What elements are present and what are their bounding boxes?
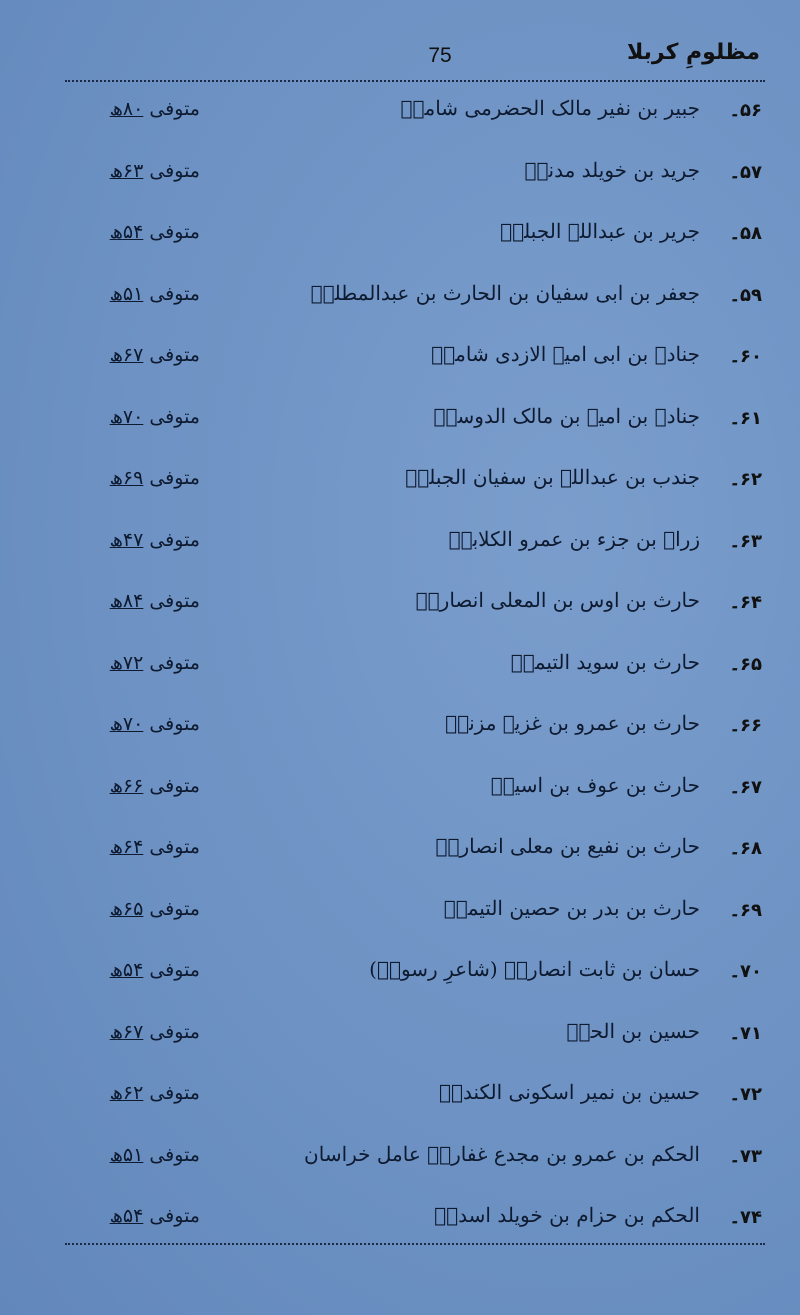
year-value: ۶۳ھ [109, 159, 144, 182]
year-value: ۸۰ھ [109, 98, 144, 120]
died-label: متوفی [149, 1020, 200, 1043]
list-item [0, 1074, 800, 1124]
year-value: ۵۱ھ [109, 282, 144, 305]
list-item [0, 275, 800, 325]
died-label: متوفی [149, 98, 200, 120]
list-item [0, 1136, 800, 1186]
entry-number: ۶۲۔ [729, 469, 762, 490]
death-year [80, 406, 200, 428]
entry-number: ۶۹۔ [729, 899, 762, 921]
entry-number: ۵۹۔ [729, 284, 762, 306]
year-value: ۶۵ھ [109, 897, 144, 920]
list-item [0, 828, 800, 878]
died-label: متوفی [149, 282, 200, 305]
year-value: ۷۰ھ [109, 713, 144, 735]
entry-number: ۶۱۔ [729, 407, 762, 429]
died-label: متوفی [149, 405, 200, 428]
entry-name: حسان بن ثابت انصاریؓ (شاعرِ رسولؐ) [369, 957, 700, 981]
entry-number: ۷۱۔ [729, 1022, 762, 1044]
list-item [0, 398, 800, 448]
book-title: مظلومِ کربلا [626, 40, 760, 65]
list-item [0, 644, 800, 694]
death-year [80, 775, 200, 797]
year-value: ۴۷ھ [109, 528, 144, 551]
year-value: ۶۷ھ [109, 344, 144, 366]
entry-name: حارث بن سوید التیمیؓ [510, 649, 700, 674]
list-item [0, 213, 800, 263]
page-number: 75 [428, 44, 452, 67]
list-item [0, 336, 800, 386]
died-label: متوفی [149, 590, 200, 612]
year-value: ۵۴ھ [109, 221, 144, 243]
list-item [0, 521, 800, 571]
year-value: ۵۴ھ [109, 1205, 144, 1227]
entry-number: ۶۸۔ [729, 838, 762, 859]
list-item [0, 890, 800, 940]
year-value: ۶۲ھ [109, 1082, 144, 1104]
died-label: متوفی [149, 897, 200, 920]
list-item [0, 459, 800, 509]
entry-name: الحکم بن حزام بن خویلد اسدیؓ [434, 1203, 700, 1227]
entry-number: ۷۴۔ [729, 1207, 762, 1228]
died-label: متوفی [149, 1082, 200, 1104]
entry-number: ۶۶۔ [729, 715, 762, 736]
death-year [80, 467, 200, 489]
death-year [80, 713, 200, 735]
death-year [80, 836, 200, 858]
death-year [80, 98, 200, 120]
death-year [80, 221, 200, 243]
death-year [80, 1144, 200, 1166]
died-label: متوفی [149, 959, 200, 981]
entry-name: جنادہ بن ابی امیہ الازدی شامیؓ [431, 342, 700, 366]
year-value: ۷۰ھ [109, 405, 144, 428]
died-label: متوفی [149, 651, 200, 674]
death-year [80, 1082, 200, 1104]
entry-name: حارث بن نفیع بن معلی انصاریؓ [435, 834, 700, 858]
entry-number: ۶۷۔ [729, 776, 762, 798]
year-value: ۶۷ھ [109, 1020, 144, 1043]
entry-number: ۶۴۔ [729, 592, 762, 613]
year-value: ۷۲ھ [109, 651, 144, 674]
death-year [80, 1205, 200, 1227]
entry-number: ۶۵۔ [729, 653, 762, 675]
year-value: ۵۱ھ [109, 1143, 144, 1166]
entry-number: ۵۶۔ [729, 100, 762, 121]
entry-name: جرید بن خویلد مدنیؓ [524, 157, 700, 182]
death-year [80, 344, 200, 366]
list-item [0, 767, 800, 817]
list-item [0, 951, 800, 1001]
death-year [80, 283, 200, 305]
list-item [0, 1197, 800, 1247]
death-year [80, 652, 200, 674]
death-year [80, 898, 200, 920]
died-label: متوفی [149, 1143, 200, 1166]
entry-name: حارث بن عوف بن اسیدؓ [490, 772, 700, 797]
year-value: ۶۴ھ [109, 836, 144, 858]
entry-number: ۷۰۔ [729, 961, 762, 982]
entry-number: ۶۳۔ [729, 530, 762, 552]
died-label: متوفی [149, 159, 200, 182]
entry-name: الحکم بن عمرو بن مجدع غفاریؓ عامل خراسان [304, 1141, 700, 1166]
entry-number: ۵۷۔ [729, 161, 762, 183]
page-header [60, 38, 760, 78]
entry-name: حارث بن اوس بن المعلی انصاریؓ [415, 588, 700, 612]
entry-name: زراہ بن جزء بن عمرو الکلابیؓ [448, 526, 700, 551]
died-label: متوفی [149, 774, 200, 797]
list-item [0, 705, 800, 755]
died-label: متوفی [149, 836, 200, 858]
year-value: ۶۶ھ [109, 774, 144, 797]
entry-number: ۵۸۔ [729, 223, 762, 244]
entry-name: جریر بن عبداللہ الجبلیؓ [500, 219, 700, 243]
death-year [80, 160, 200, 182]
death-year [80, 590, 200, 612]
list-item [0, 582, 800, 632]
died-label: متوفی [149, 467, 200, 489]
list-item [0, 1013, 800, 1063]
entry-name: جبیر بن نفیر مالک الحضرمی شامیؓ [400, 96, 700, 120]
entry-name: جندب بن عبداللہ بن سفیان الجبلیؓ [405, 465, 700, 489]
bottom-dotted-rule [65, 1243, 765, 1245]
entry-name: حارث بن بدر بن حصین التیمیؓ [443, 895, 700, 920]
entry-name: جنادہ بن امیہ بن مالک الدوسیؓ [433, 403, 700, 428]
year-value: ۵۴ھ [109, 959, 144, 981]
died-label: متوفی [149, 713, 200, 735]
death-year [80, 529, 200, 551]
entry-name: جعفر بن ابی سفیان بن الحارث بن عبدالمطلبؓ [310, 280, 700, 305]
list-item [0, 90, 800, 140]
top-dotted-rule [65, 80, 765, 82]
died-label: متوفی [149, 344, 200, 366]
died-label: متوفی [149, 1205, 200, 1227]
entry-name: حارث بن عمرو بن غزیہ مزنیؓ [445, 711, 700, 735]
death-year [80, 959, 200, 981]
entry-name: حسین بن نمیر اسکونی الکندیؓ [438, 1080, 700, 1104]
entry-number: ۷۲۔ [729, 1084, 762, 1105]
year-value: ۸۴ھ [109, 590, 144, 612]
entry-name: حسین بن الحرؓ [566, 1018, 700, 1043]
entry-number: ۶۰۔ [729, 346, 762, 367]
list-item [0, 152, 800, 202]
entry-number: ۷۳۔ [729, 1145, 762, 1167]
died-label: متوفی [149, 528, 200, 551]
death-year [80, 1021, 200, 1043]
died-label: متوفی [149, 221, 200, 243]
year-value: ۶۹ھ [109, 467, 144, 489]
